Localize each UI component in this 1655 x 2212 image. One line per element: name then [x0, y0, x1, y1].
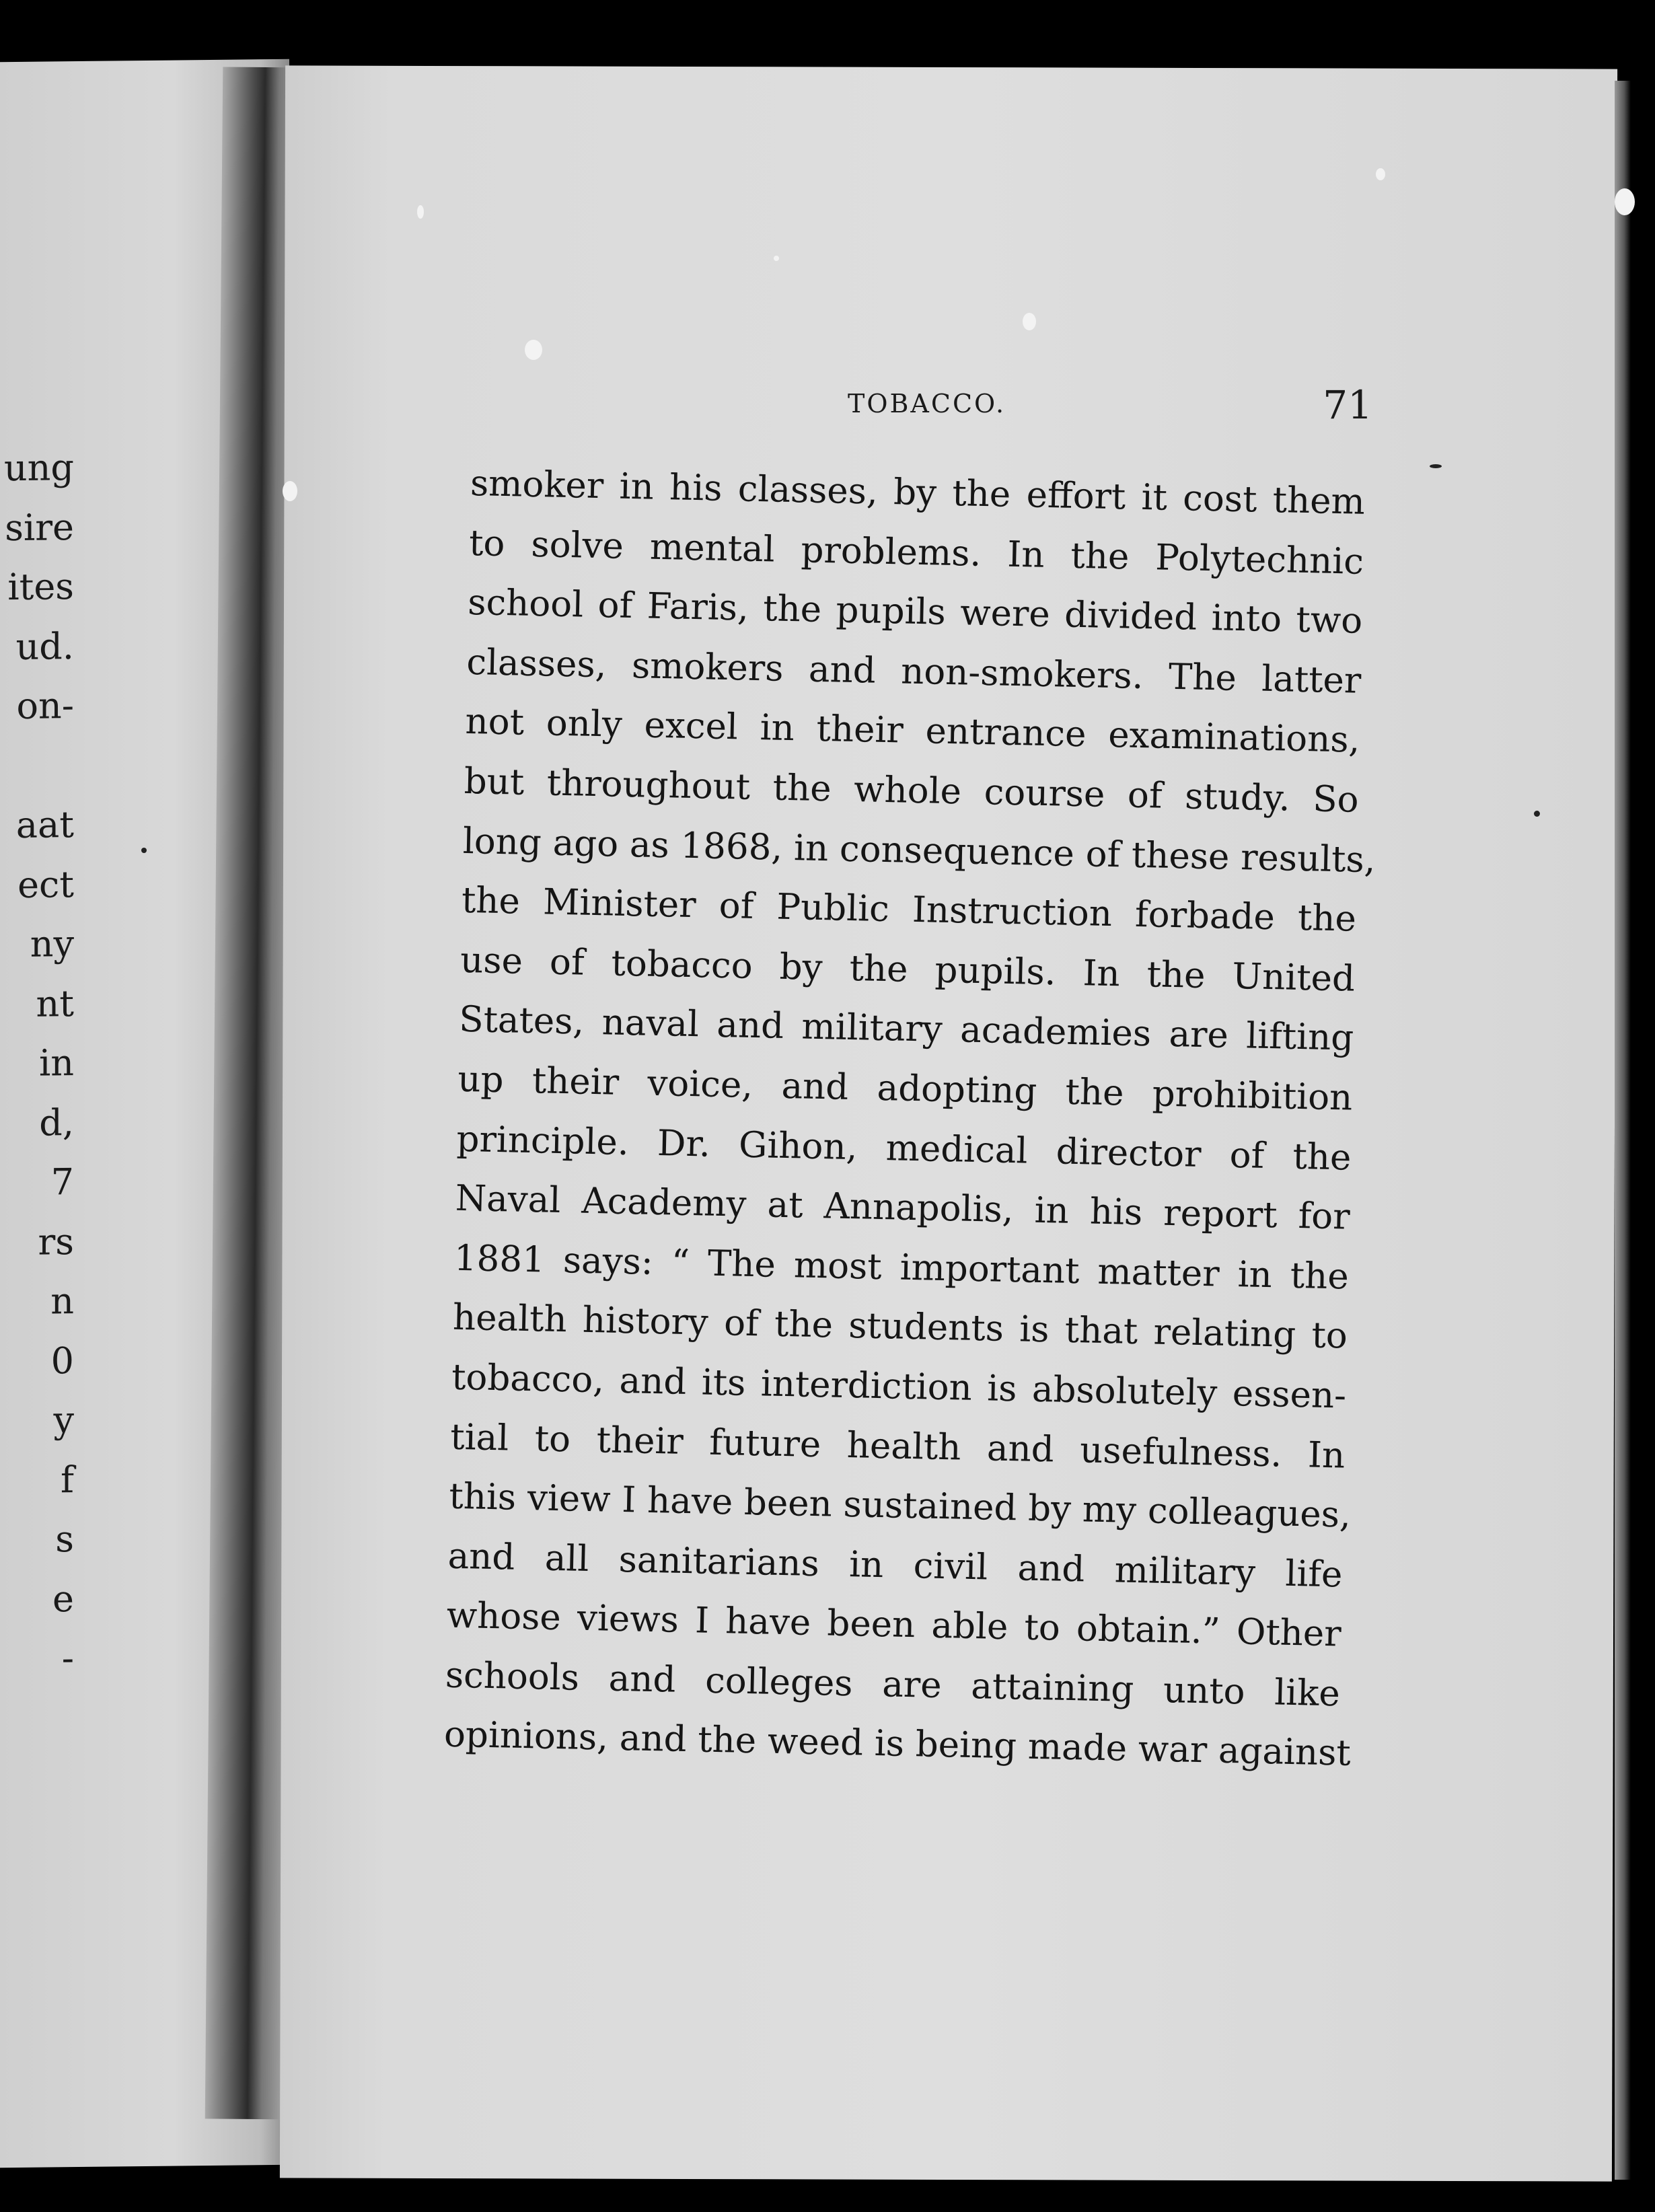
text-line: school of Faris, the pupils were divided into two — [467, 582, 1363, 642]
scan-speck — [1615, 188, 1635, 215]
left-fragment: ect — [17, 862, 74, 906]
left-fragment: ung — [3, 446, 74, 490]
scan-speck — [1534, 811, 1540, 817]
text-line: up their voice, and adopting the prohibition — [457, 1058, 1353, 1119]
page-edge-shadow — [1615, 81, 1631, 2180]
text-line: whose views I have been able to obtain.” Other — [446, 1594, 1342, 1655]
running-header — [848, 382, 1372, 429]
left-fragment: on- — [16, 684, 74, 727]
left-fragment: nt — [36, 982, 74, 1025]
left-fragment — [0, 736, 74, 797]
left-fragment: 7 — [50, 1160, 74, 1204]
scan-speck — [525, 340, 542, 360]
left-fragment: in — [38, 1041, 74, 1084]
running-header-title: TOBACCO. — [848, 389, 1006, 418]
text-line: Naval Academy at Annapolis, in his report for — [455, 1177, 1351, 1238]
text-line: opinions, and the weed is being made war against — [443, 1714, 1352, 1775]
text-line: use of tobacco by the pupils. In the United — [459, 939, 1356, 1000]
left-fragment: y — [53, 1399, 74, 1442]
text-line: smoker in his classes, by the effort it cost them — [470, 462, 1366, 523]
scan-speck — [1430, 464, 1442, 468]
left-fragment: f — [61, 1458, 74, 1501]
left-fragment: e — [52, 1577, 74, 1620]
text-line: this view I have been sustained by my colleagues, — [448, 1475, 1352, 1536]
left-fragment: d, — [39, 1101, 74, 1144]
body-paragraph — [443, 454, 1376, 1783]
text-line: health history of the students is that relating to — [452, 1297, 1348, 1357]
text-line: the Minister of Public Instruction forbade the — [461, 880, 1357, 940]
text-line: principle. Dr. Gihon, medical director of the — [456, 1118, 1352, 1179]
left-fragment: ites — [7, 565, 74, 609]
left-page-text-fragments — [0, 438, 74, 1689]
scan-speck — [141, 848, 147, 853]
page-number: 71 — [1323, 382, 1372, 428]
left-fragment: s — [55, 1518, 74, 1561]
left-fragment: ud. — [15, 624, 74, 668]
text-line: 1881 says: “ The most important matter in the — [453, 1237, 1350, 1298]
scan-speck — [1376, 168, 1385, 180]
text-line: not only excel in their entrance examinations, — [465, 701, 1361, 762]
left-fragment: 0 — [50, 1339, 74, 1382]
scan-speck — [417, 205, 424, 219]
left-fragment: sire — [5, 505, 74, 549]
text-line: schools and colleges are attaining unto like — [445, 1654, 1341, 1715]
text-line: classes, smokers and non-smokers. The latter — [466, 641, 1362, 702]
scan-speck — [1023, 313, 1036, 330]
text-line: tobacco, and its interdiction is absolutely essen- — [451, 1356, 1347, 1417]
text-line: States, naval and military academies are lifting — [458, 999, 1354, 1060]
text-line: to solve mental problems. In the Polytechnic — [468, 522, 1364, 583]
text-line: long ago as 1868, in consequence of these results, — [462, 820, 1376, 881]
text-line: tial to their future health and usefulness. In — [449, 1416, 1346, 1477]
text-line: and all sanitarians in civil and military life — [447, 1535, 1344, 1596]
scan-speck — [774, 256, 779, 261]
scan-speck — [283, 481, 297, 501]
text-line: but throughout the whole course of study. So — [464, 760, 1360, 821]
left-fragment: rs — [38, 1220, 74, 1263]
left-fragment: n — [50, 1280, 74, 1323]
left-fragment: - — [61, 1637, 74, 1680]
left-fragment: ny — [30, 922, 74, 965]
left-fragment: aat — [15, 803, 74, 847]
